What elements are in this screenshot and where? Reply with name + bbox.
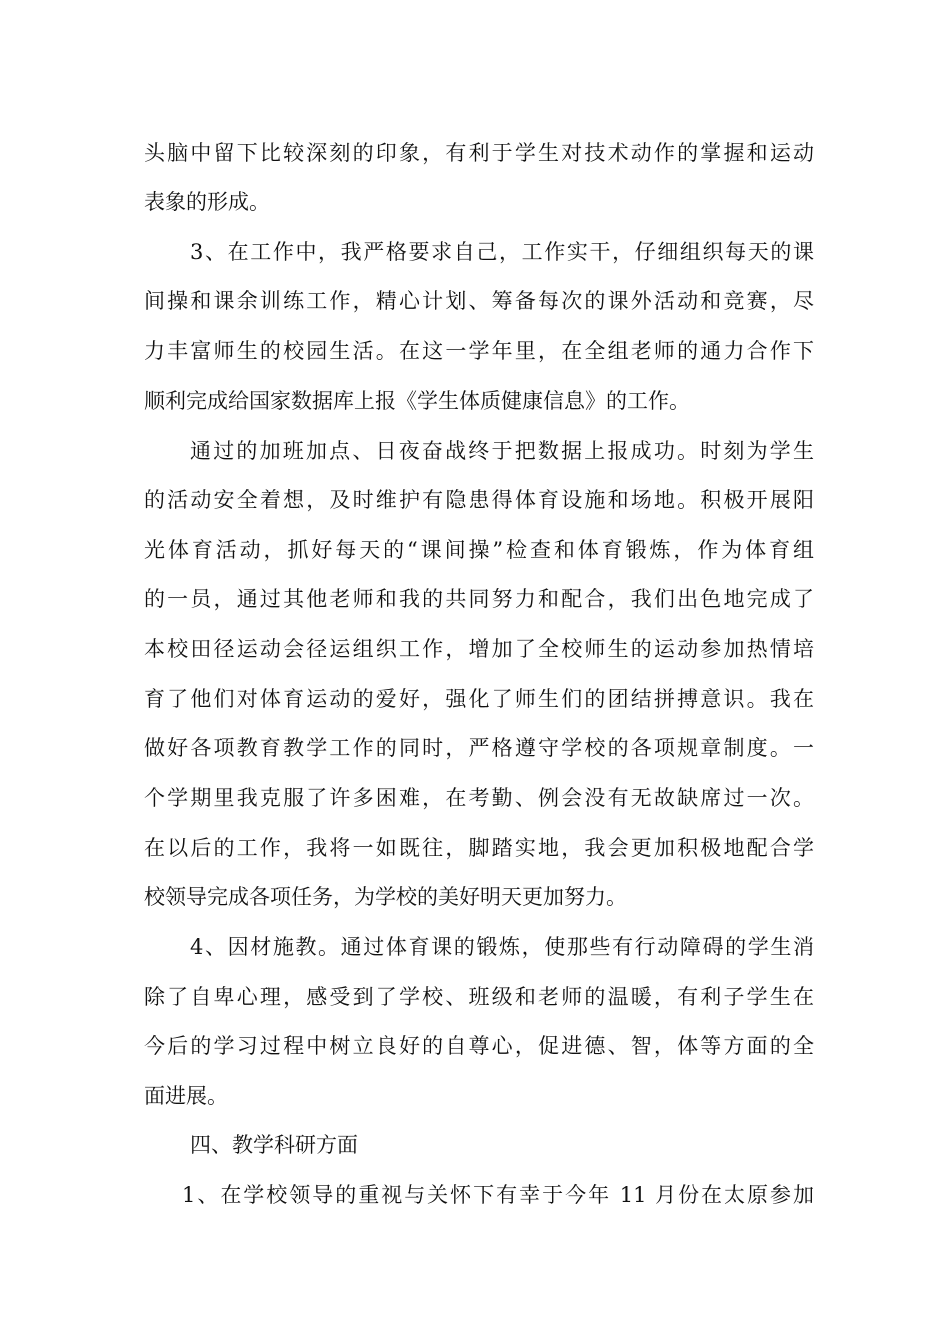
text-line: 面进展。 <box>144 1084 228 1108</box>
paragraph-3-heading-line: 3、在工作中，我严格要求自己，工作实干，仔细组织每天的课 <box>190 240 814 264</box>
text-line: 光体育活动，抓好每天的“课间操”检查和体育锻炼，作为体育组 <box>144 538 814 562</box>
text-line: 做好各项教育教学工作的同时，严格遵守学校的各项规章制度。一 <box>144 736 814 760</box>
text-line: 今后的学习过程中树立良好的自尊心，促进德、智，体等方面的全 <box>144 1034 814 1058</box>
paragraph-start-line: 通过的加班加点、日夜奋战终于把数据上报成功。时刻为学生 <box>190 439 814 463</box>
text-line: 的活动安全着想，及时维护有隐患得体育设施和场地。积极开展阳 <box>144 488 814 512</box>
text-line: 顺利完成给国家数据库上报《学生体质健康信息》的工作。 <box>144 389 690 413</box>
text-line: 表象的形成。 <box>144 190 270 214</box>
text-line: 本校田径运动会径运组织工作，增加了全校师生的运动参加热情培 <box>144 637 814 661</box>
paragraph-4-heading-line: 4、因材施教。通过体育课的锻炼，使那些有行动障碍的学生消 <box>190 935 814 959</box>
text-line: 育了他们对体育运动的爱好，强化了师生们的团结拼搏意识。我在 <box>144 687 814 711</box>
text-line: 力丰富师生的校园生活。在这一学年里，在全组老师的通力合作下 <box>144 339 814 363</box>
text-line: 校领导完成各项任务，为学校的美好明天更加努力。 <box>144 885 627 909</box>
text-line: 1、在学校领导的重视与关怀下有幸于今年 11 月份在太原参加 <box>182 1183 814 1207</box>
text-line: 个学期里我克服了许多困难，在考勤、例会没有无故缺席过一次。 <box>144 786 814 810</box>
text-line: 在以后的工作，我将一如既往，脚踏实地，我会更加积极地配合学 <box>144 836 814 860</box>
text-line: 头脑中留下比较深刻的印象，有利于学生对技术动作的掌握和运动 <box>144 141 814 165</box>
text-line: 除了自卑心理，感受到了学校、班级和老师的温暖，有利子学生在 <box>144 985 814 1009</box>
text-line: 的一员，通过其他老师和我的共同努力和配合，我们出色地完成了 <box>144 587 814 611</box>
text-line: 间操和课余训练工作，精心计划、筹备每次的课外活动和竞赛，尽 <box>144 289 814 313</box>
section-heading: 四、教学科研方面 <box>190 1133 358 1157</box>
